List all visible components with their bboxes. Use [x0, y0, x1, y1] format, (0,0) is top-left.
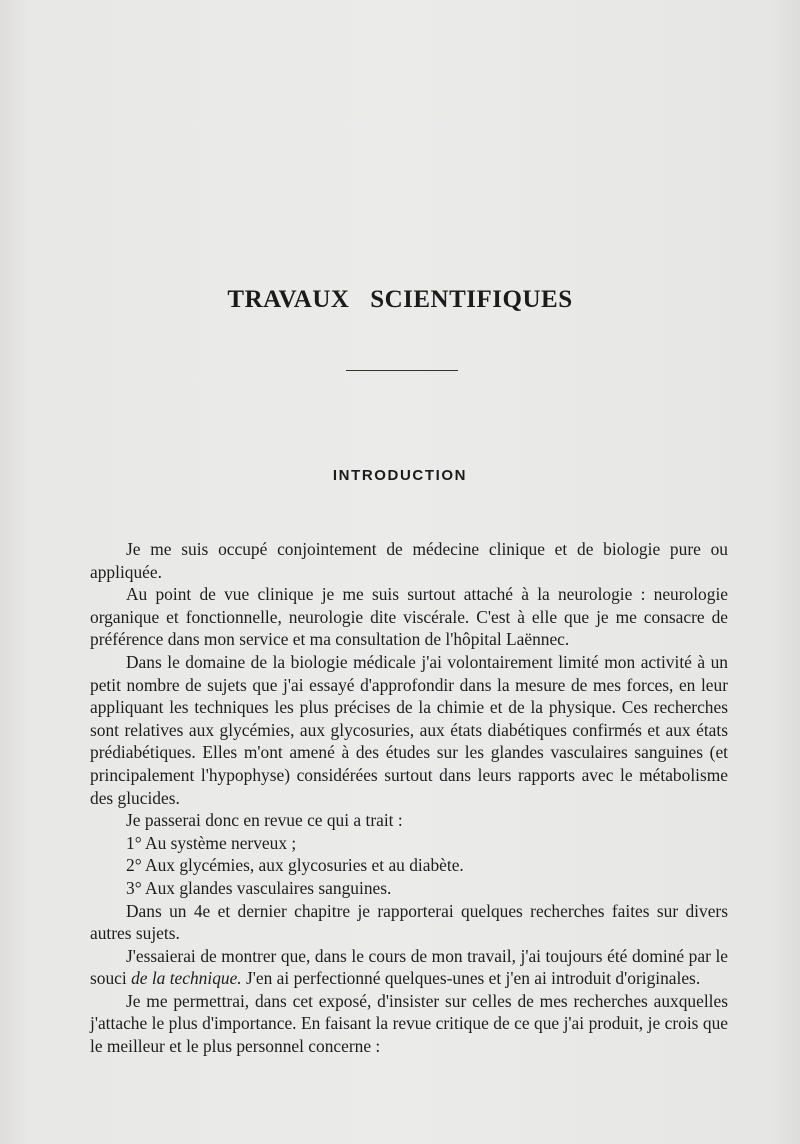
paragraph: Je passerai donc en revue ce qui a trait : — [126, 810, 403, 831]
paragraph: Au point de vue clinique je me suis surtout attaché à la neurologie : neurologie organique et fonctionnelle, neurologie dite viscérale. C'est à elle que je me consacre de préférence dans mon service et ma consultation de l'hôpital Laënnec. — [90, 584, 728, 650]
list-item: 1° Au système nerveux ; — [126, 832, 297, 853]
paragraph: Je me suis occupé conjointement de médecine clinique et de biologie pure ou appliquée. — [90, 539, 728, 582]
list-item: 3° Aux glandes vasculaires sanguines. — [126, 877, 392, 898]
page-title: TRAVAUX SCIENTIFIQUES — [227, 286, 573, 313]
title-divider — [346, 370, 458, 371]
paragraph: Je me permettrai, dans cet exposé, d'insister sur celles de mes recherches auxquelles j'attache le plus d'importance. En faisant la revue critique de ce que j'ai produit, je crois que le meilleur et le plus personnel concerne : — [90, 990, 728, 1057]
paragraph-text: J'en ai perfectionné quelques-unes et j'en ai introduit d'originales. — [241, 968, 701, 989]
list-item: 2° Aux glycémies, aux glycosuries et au diabète. — [126, 855, 464, 876]
paragraph — [90, 945, 728, 990]
body-text — [90, 538, 728, 1058]
paragraph: Dans le domaine de la biologie médicale j'ai volontairement limité mon activité à un petit nombre de sujets que j'ai essayé d'approfondir dans la mesure de mes forces, en leur appliquant les techniques les plus précises de la chimie et de la physique. Ces recherches sont relatives aux glycémies, aux glycosuries, aux états diabétiques confirmés et aux états prédiabétiques. Elles m'ont amené à des études sur les glandes vasculaires sanguines (et principalement l'hypophyse) considérées surtout dans leurs rapports avec le métabolisme des glucides. — [90, 651, 728, 808]
paragraph: Dans un 4e et dernier chapitre je rapporterai quelques recherches faites sur divers autres sujets. — [90, 900, 728, 944]
section-heading: INTRODUCTION — [332, 467, 468, 484]
paragraph-text: J'essaierai de montrer que, dans le cours de mon travail, j'ai toujours été dominé par le souci — [90, 945, 728, 989]
emphasis-text: de la technique. — [131, 968, 242, 989]
